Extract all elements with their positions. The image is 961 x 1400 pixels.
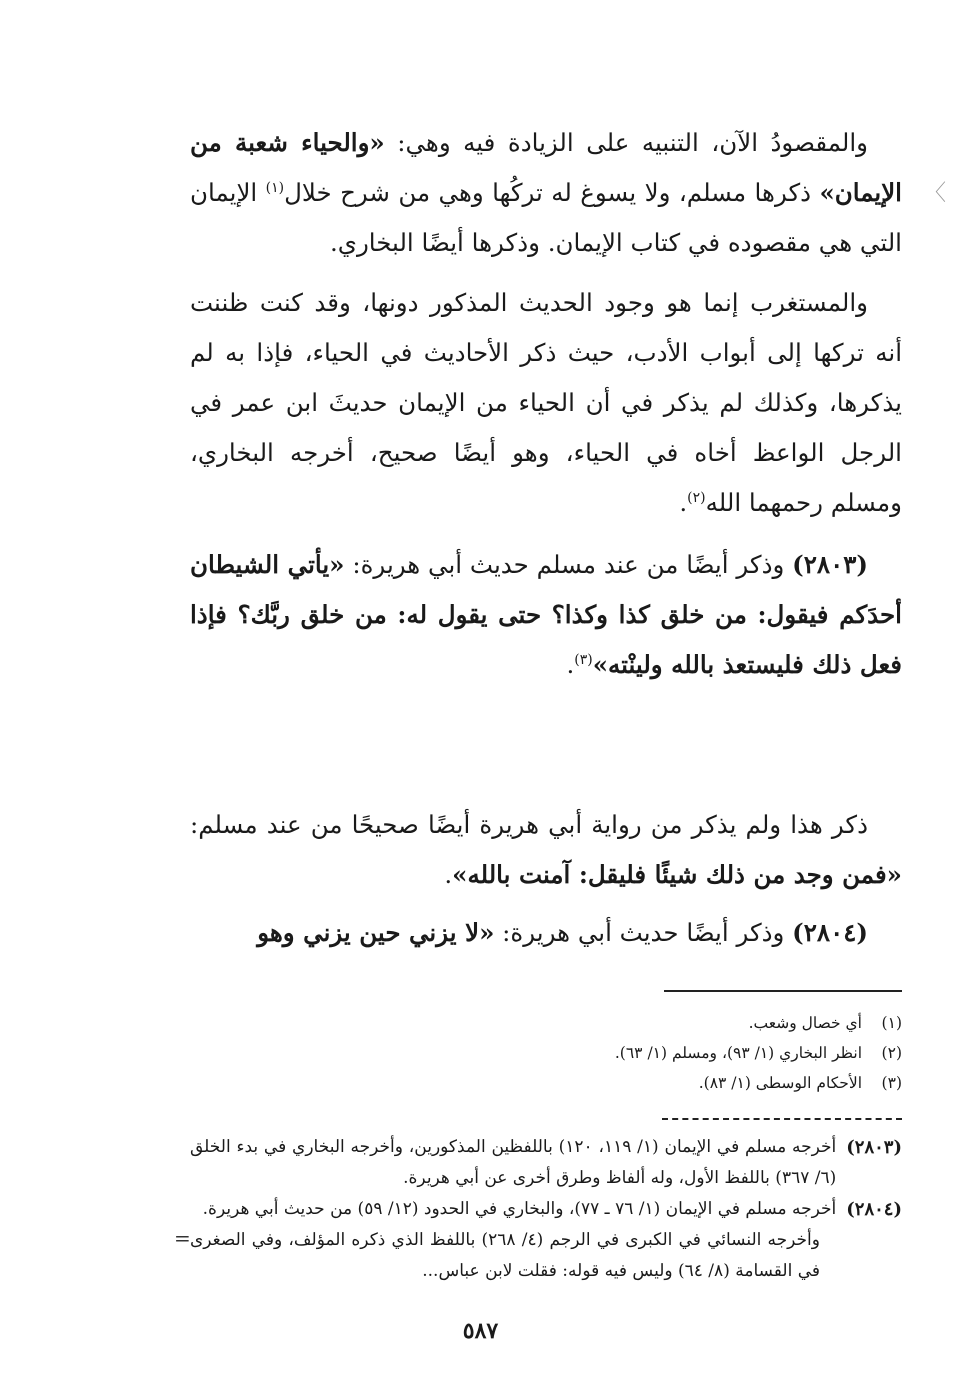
page-number: ٥٨٧	[462, 1318, 499, 1344]
paragraph-3-text-b: .	[566, 650, 575, 679]
takhrij-number: (٢٨٠٣)	[846, 1137, 902, 1158]
paragraph-1-quote: «والحياء شعبة من الإيمان»	[190, 128, 902, 207]
paragraph-4	[190, 800, 902, 900]
takhrij-continuation: وأخرجه النسائي في الكبرى في الرجم (٤/ ٢٦٨) باللفظ الذي ذكره المؤلف، وفي الصغرى في القسامة (٨/ ٦٤) وليس فيه قوله: فقلت لابن عباس...	[190, 1230, 820, 1281]
paragraph-3	[190, 540, 902, 690]
paragraph-5-text-a: وذكر أيضًا حديث أبي هريرة:	[494, 918, 793, 947]
paragraph-3-text-a: وذكر أيضًا من عند مسلم حديث أبي هريرة:	[344, 550, 793, 579]
paragraph-5	[190, 908, 902, 958]
footnote-text: انظر البخاري (١/ ٩٣)، ومسلم (١/ ٦٣).	[614, 1044, 862, 1062]
footnotes	[190, 1008, 902, 1098]
hadith-number-2804: (٢٨٠٤)	[792, 918, 868, 947]
takhrij-item	[190, 1132, 902, 1194]
takhrij-text: أخرجه مسلم في الإيمان (١/ ٧٦ ـ ٧٧)، والبخاري في الحدود (١٢/ ٥٩) من حديث أبي هريرة.	[202, 1199, 837, 1219]
footnote-text: أي خصال وشعب.	[748, 1014, 862, 1032]
footnote-text: الأحكام الوسطى (١/ ٨٣).	[698, 1074, 862, 1092]
footnote-number: (٢)	[881, 1044, 902, 1062]
paragraph-1	[190, 118, 902, 268]
paragraph-1-text-b: ذكرها مسلم، ولا يسوغ له تركُها وهي من شرح خلال	[284, 178, 820, 207]
margin-mark: 〈	[924, 181, 947, 206]
takhrij-divider	[662, 1118, 902, 1120]
footnote-item	[190, 1008, 902, 1038]
paragraph-4-text-b: .	[444, 860, 453, 889]
footnote-number: (١)	[881, 1014, 902, 1032]
page-body	[190, 110, 902, 1380]
footnote-divider	[664, 990, 902, 992]
takhrij-notes	[190, 1132, 902, 1287]
paragraph-1-text-a: والمقصودُ الآن، التنبيه على الزيادة فيه وهي:	[384, 128, 868, 157]
equal-mark: =	[174, 1226, 191, 1250]
paragraph-2	[190, 278, 902, 528]
takhrij-text: أخرجه مسلم في الإيمان (١/ ١١٩، ١٢٠) باللفظين المذكورين، وأخرجه البخاري في بدء الخلق (٦/ ٣٦٧) باللفظ الأول، وله ألفاظ وطرق أخرى عن أبي هريرة.	[190, 1137, 837, 1188]
footnote-ref-2[interactable]: (٢)	[687, 489, 706, 506]
takhrij-number: (٢٨٠٤)	[846, 1199, 902, 1220]
paragraph-2-text-a: والمستغرب إنما هو وجود الحديث المذكور دونها، وقد كنت ظننت أنه تركها إلى أبواب الأدب، حيث ذكر الأحاديث في الحياء، فإذا به لم يذكرها، وكذلك لم يذكر في أن الحياء من الإيمان حديثَ ابن عمر في الرجل الواعظ أخاه في الحياء، وهو أيضًا صحيح، أخرجه البخاري، ومسلم رحمهما الله	[190, 288, 902, 517]
footnote-item	[190, 1068, 902, 1098]
paragraph-3-quote: «يأتي الشيطان أحدَكم فيقول: من خلق كذا وكذا؟ حتى يقول له: من خلق ربَّك؟ فإذا فعل ذلك فليستعذ بالله ولينْته»	[190, 550, 902, 679]
paragraph-2-text-b: .	[679, 488, 688, 517]
takhrij-item	[190, 1194, 902, 1225]
paragraph-5-quote: «لا يزني حين يزني وهو	[257, 918, 495, 947]
footnote-item	[190, 1038, 902, 1068]
paragraph-1-text-c: الإيمان التي هي مقصوده في كتاب الإيمان. وذكرها أيضًا البخاري.	[190, 178, 902, 257]
footnote-ref-3[interactable]: (٣)	[574, 651, 593, 668]
hadith-number-2803: (٢٨٠٣)	[792, 550, 868, 579]
footnote-number: (٣)	[881, 1074, 902, 1092]
footnote-ref-1[interactable]: (١)	[265, 179, 285, 196]
paragraph-4-text-a: ذكر هذا ولم يذكر من رواية أبي هريرة أيضًا صحيحًا من عند مسلم:	[190, 810, 868, 839]
paragraph-4-quote: «فمن وجد من ذلك شيئًا فليقل: آمنت بالله»	[452, 860, 902, 889]
